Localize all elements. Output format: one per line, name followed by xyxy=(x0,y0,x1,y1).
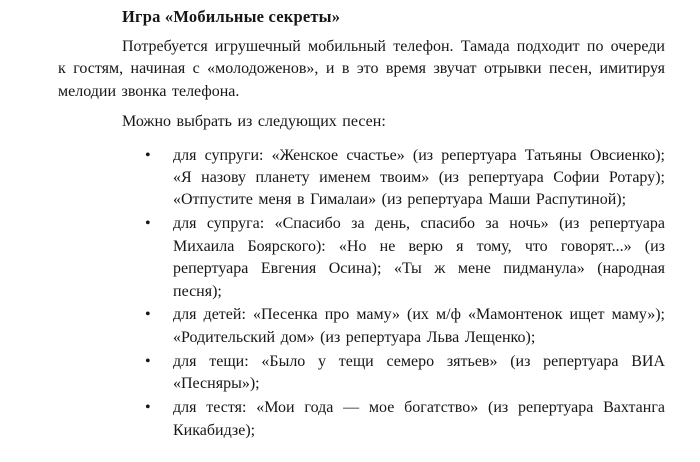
intro-paragraph: Потребуется игрушечный мобильный телефон. Тамада подходит по очереди к гостям, начиная с «молодоженов», и в это время звучат отрывки песен, имитируя мелодии звонка телефона. xyxy=(58,38,665,100)
document-title: Игра «Мобильные секреты» xyxy=(122,7,341,26)
bullet-icon: • xyxy=(145,215,151,233)
list-item-wife xyxy=(145,145,665,212)
bullet-icon: • xyxy=(145,352,151,370)
list-item-husband xyxy=(145,213,665,303)
bullet-icon: • xyxy=(145,146,151,164)
list-item-mother-in-law xyxy=(145,351,665,396)
list-item-text: для супруги: «Женское счастье» (из репертуара Татьяны Овсиенко); «Я назову планету именем твоим» (из репертуара Софии Ротару); «Отпустите меня в Гималаи» (из репертуара Маши Распутиной); xyxy=(173,146,665,209)
list-item-children xyxy=(145,304,665,349)
song-list xyxy=(58,145,665,442)
list-item-text: для детей: «Песенка про маму» (их м/ф «Мамонтенок ищет маму»); «Родительский дом» (из репертуара Льва Лещенко); xyxy=(173,306,665,346)
bullet-icon: • xyxy=(145,306,151,324)
bullet-icon: • xyxy=(145,399,151,417)
list-item-text: для супруга: «Спасибо за день, спасибо за ночь» (из репертуара Михаила Боярского): «Но не верю я тому, что говорят...» (из репертуара Евгения Осина); «Ты ж мене пидманула» (народная песня); xyxy=(173,215,665,300)
list-item-text: для тещи: «Было у тещи семеро зятьев» (из репертуара ВИА «Песняры»); xyxy=(173,352,665,393)
list-item-text: для тестя: «Мои года — мое богатство» (из репертуара Вахтанга Кикабидзе); xyxy=(173,399,665,439)
list-item-father-in-law xyxy=(145,397,665,442)
list-intro-paragraph: Можно выбрать из следующих песен: xyxy=(122,113,386,131)
